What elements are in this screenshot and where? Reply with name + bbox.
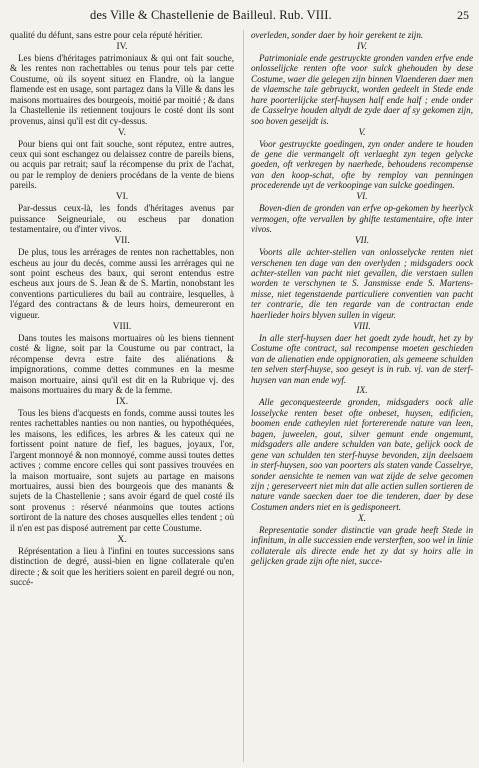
article-number: VI. (356, 192, 368, 203)
article-text: De plus, tous les arrérages de rentes non rachettables, non escheus au jour du decés, comme aussi les arrérages qui ne sont point escheus des baux, qui seront entendus estre escheus aux jours de S. Jean & de S. Martin, nonobstant les conventions particulieres du bail au contraire, lesquelles, à l'égard des contractans & de leurs hoirs, demeureront en vigueur. (10, 247, 234, 320)
article (10, 192, 234, 234)
article-number: VII. (114, 236, 130, 247)
article-number: VIII. (353, 321, 371, 332)
article-text: overleden, sonder daer by hoir gerekent te zijn. (251, 30, 424, 40)
article-text: Pour biens qui ont fait souche, sont réputez, entre autres, ceux qui sont eschangez ou delaissez contre de pareils biens, ou acquis par retrait; sauf la récompense du prix de l'achat, ou par le remploy de deniers procédans de la vente de biens pareils. (10, 138, 234, 191)
article-number: VII. (354, 236, 370, 247)
article-number: IX. (356, 386, 368, 397)
article (10, 397, 234, 533)
page-number: 25 (457, 8, 469, 22)
french-column (10, 30, 234, 765)
article-number: IV. (116, 41, 128, 52)
article (251, 192, 473, 234)
article-text: Tous les biens d'acquests en fonds, comme aussi toutes les rentes rachettables nanties ou non nanties, ou hypothéquées, les maisons, les edifices, les arbres & les cateux qui ne fortissent point nature de fief, les bagues, joyaux, l'or, l'argent monnoyé & non monnoyé, comme aussi toutes dettes actives ; comme encore celles qui sont passives trouvées en la maison mortuaire, sont sujets au partage en maisons mortuaires, aussi bien des bourgeois que des manants & sujets de la Chastellenie ; sans avoir égard de quel costé ils sont provenus : réservé néanmoins que toutes actions sortiront de la nature des choses ausquelles elles tendent ; où il n'en est pas disposé autrement par cette Coustume. (10, 407, 234, 533)
article-text: Boven-dien de gronden van erfve op-gekomen by heerlyck vermogen, ofte vervallen by ghifte testamentaire, ofte inter vivos. (251, 203, 473, 235)
running-title: des Ville & Chastellenie de Bailleul. Rub. VIII. (90, 8, 332, 22)
article (10, 236, 234, 320)
article (251, 322, 473, 385)
article-number: V. (118, 127, 126, 138)
article (10, 30, 234, 40)
article-text: Réprésentation a lieu à l'infini en toutes successions sans distinction de degré, aussi-bien en ligne collaterale qu'en directe ; & soit que les heritiers soient en pareil degré ou non, succé- (10, 545, 234, 588)
article (10, 42, 234, 126)
article (10, 535, 234, 588)
column-divider (243, 30, 244, 762)
article-number: X. (357, 513, 367, 524)
article-number: VI. (115, 192, 129, 203)
article-number: VIII. (112, 321, 132, 332)
article-text: Dans toutes les maisons mortuaires où les biens tiennent costé & ligne, soit par la Coustume ou par contract, la récompense devra estre faite des aliénations & impignorations, comme dettes communes en la mesme maison mortuaire, ainsi qu'il est dit en la Rubrique vj. des maisons mortuaires du mary & de la femme. (10, 332, 234, 395)
article-text: Representatie sonder distinctie van grade heeft Stede in infinitum, in alle successien ende versterften, soo wel in linie collaterale als directe ende het zy dat sy hoirs alle in gelijcken grade zijn ofte niet, succe- (251, 524, 473, 567)
article-text: In alle sterf-huysen daer het goedt zyde houdt, het zy by Costume ofte contract, sal recompense moeten geschieden van de alienatien ende oppignoratien, als gemeene schulden ten selven sterf-huyse, soo geseyt is in rub. vj. van de sterf-huysen van man ende wyf. (251, 332, 473, 385)
article-text: Alle geconquesteerde gronden, midsgaders oock alle losselycke renten beset ofte onbeset, huysen, edificien, boomen ende catheylen niet fortererende nature van leen, bagen, juweelen, gout, silver gemunt ende ongemunt, midsgaders alle andere schulden van bate, gelijck oock de gene van schulden ten sterf-huyse bevonden, zijn deelsaem in sterf-huysen, soo van poorters als staten vande Casselrye, sonder aensichte te nemen van wat zijde de selve gecomen zijn ; gereserveert niet min dat alle actien sullen sortieren de nature vande saecken daer toe die tenderen, daer by dese Costumen anders niet en is gedisponeert. (251, 397, 473, 512)
article-text: Les biens d'héritages patrimoniaux & qui ont fait souche, & les rentes non rachettables ou tenus pour tels par cette Coustume, où ils soyent situez en Flandre, où la langue flamende est en usage, sont partagez dans la Ville & dans les maisons mortuaires des bourgeois, moitié par moitié ; & dans la Chastellenie ils retiennent toujours le costé dont ils sont provenus, ainsi qu'il est dit cy-dessus. (10, 52, 234, 126)
article-number: IV. (357, 41, 367, 52)
flemish-column (251, 30, 473, 765)
article (251, 236, 473, 320)
article-text: Par-dessus ceux-là, les fonds d'héritages avenus par puissance Seigneuriale, ou escheus par donation testamentaire, ou d'inter vivos. (10, 203, 234, 235)
article (251, 386, 473, 512)
article-number: IX. (115, 396, 129, 407)
article-text: Patrimoniale ende gestruyckte gronden vanden erfve ende onlosselijcke renten ofte voor sulck ghehouden by dese Costume, waer die gelegen zijn binnen Vlaenderen daer men de vlaemsche tale gebruyckt, worden gedeelt in Stede ende hare poorterlijcke sterf-huysen half ende half ; ende onder de Casselrye houden altydt de zyde daer af sy gekomen zijn, soo boven geseijdt is. (251, 52, 473, 126)
page-header (0, 8, 479, 26)
article-number: X. (117, 534, 127, 545)
article (251, 42, 473, 126)
article (10, 322, 234, 396)
article-text: Voor gestruyckte goedingen, zyn onder andere te houden de gene die vermangelt oft verlaeght zyn tegen gelycke goeden, oft verkregen by naerhede, behoudens recompense van den koop-schat, ofte by remploy van penningen procederende uyt de verkoopinge van sulcke goedingen. (251, 138, 473, 191)
article (251, 30, 473, 40)
article (10, 128, 234, 191)
article (251, 514, 473, 567)
article (251, 128, 473, 191)
article-text: qualité du défunt, sans estre pour cela réputé héritier. (10, 30, 203, 40)
article-text: Voorts alle achter-stellen van onlosselycke renten niet verschenen ten dage van den overlyden ; midsgaders oock achter-stellen van pacht niet gevallen, die verstaen sullen worden te verschynen te S. Jansmisse ende S. Martens-misse, niet tegenstaende particuliere conventien van pacht ter contrarie, die ten regarde van de contractan ende haerlieder hoirs blyven sullen in vigeur. (251, 247, 473, 320)
article-number: V. (358, 127, 366, 138)
